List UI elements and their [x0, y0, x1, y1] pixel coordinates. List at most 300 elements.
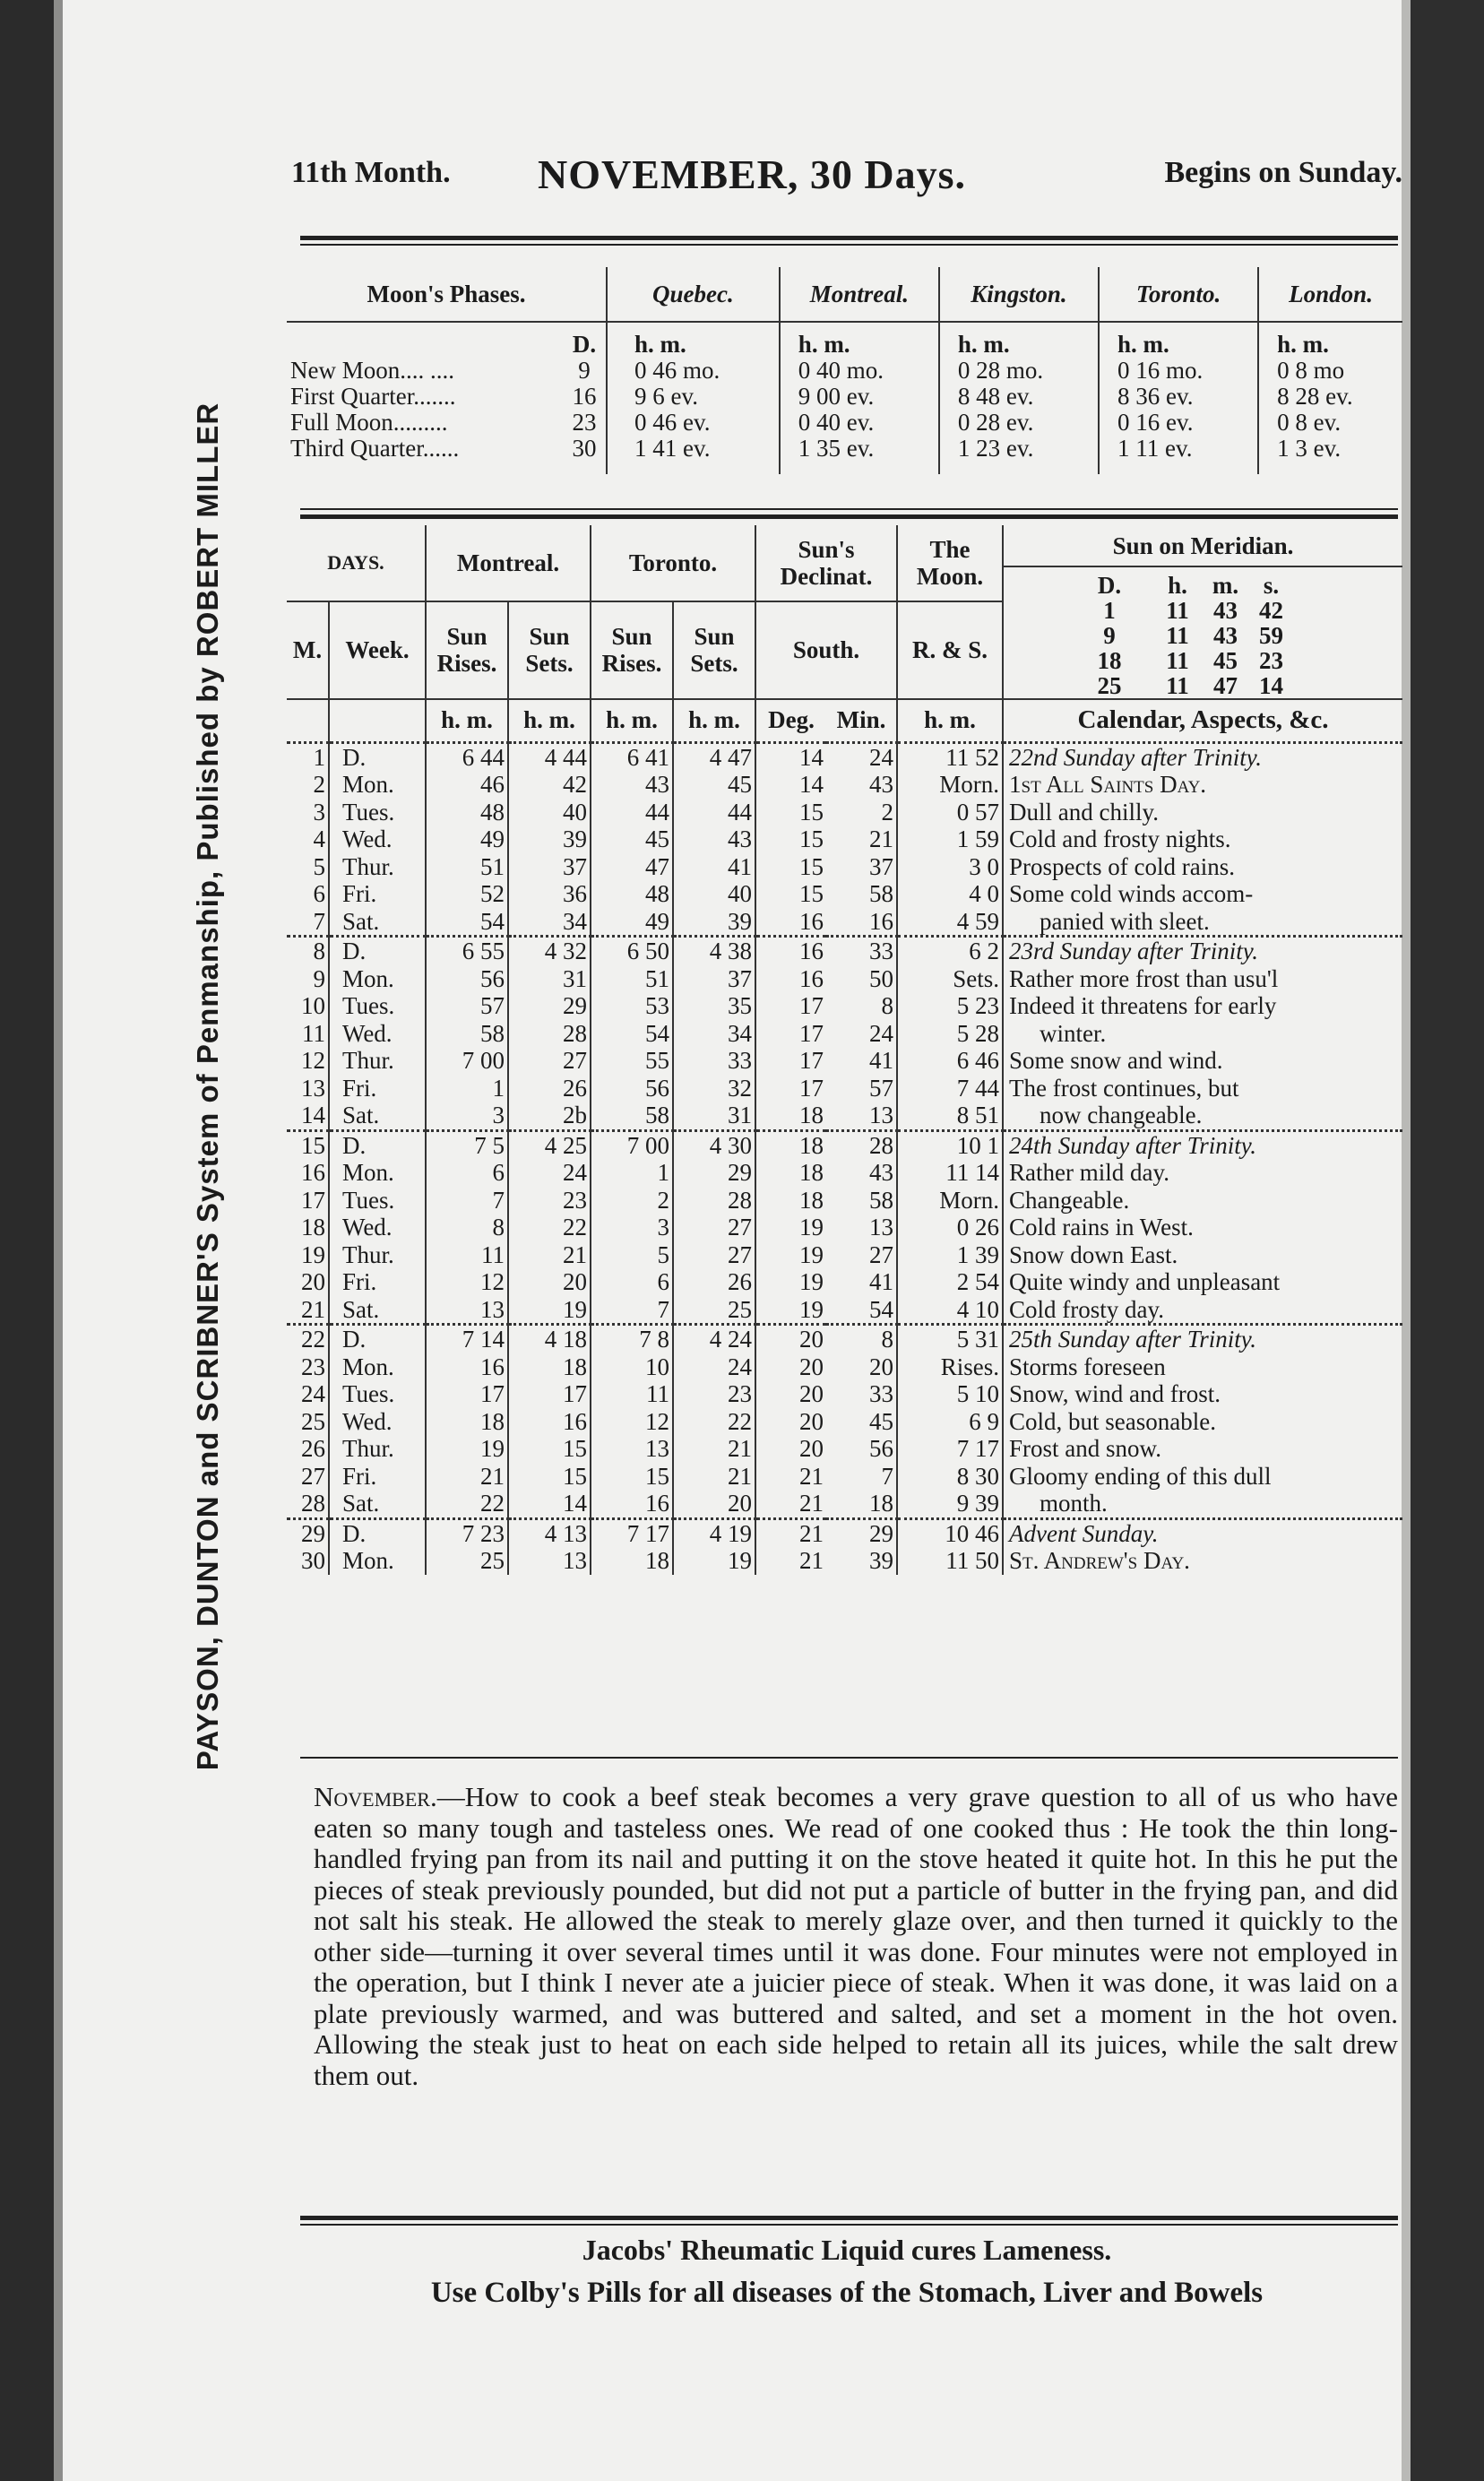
day-note: 23rd Sunday after Trinity. — [1003, 937, 1402, 965]
day-ms: 22 — [508, 1214, 591, 1241]
day-m: 19 — [301, 1240, 325, 1268]
day-mr: 54 — [426, 908, 508, 937]
day-mr: 12 — [426, 1268, 508, 1296]
phase-time: 1 41 ev. — [607, 436, 780, 474]
day-row — [287, 1408, 1402, 1436]
day-ms: 19 — [508, 1296, 591, 1325]
day-tr: 48 — [591, 880, 673, 908]
day-note: Some cold winds accom- — [1003, 880, 1402, 908]
day-ts: 39 — [673, 908, 755, 937]
meridian-head: s. — [1263, 571, 1280, 599]
day-m: 20 — [301, 1268, 325, 1295]
unit-deg: Deg. — [755, 699, 826, 743]
unit-d: D. — [572, 331, 597, 358]
phase-time: 9 6 ev. — [607, 384, 780, 410]
day-tr: 56 — [591, 1075, 673, 1102]
day-note: winter. — [1003, 1020, 1402, 1048]
day-ms: 28 — [508, 1020, 591, 1048]
day-mo: 11 14 — [897, 1159, 1003, 1187]
day-dg: 15 — [755, 826, 826, 853]
day-ts: 28 — [673, 1187, 755, 1215]
day-m: 23 — [301, 1353, 325, 1380]
day-mo: 7 44 — [897, 1075, 1003, 1102]
day-mn: 39 — [869, 1547, 893, 1574]
day-tr: 44 — [591, 799, 673, 826]
day-ms: 34 — [508, 908, 591, 937]
day-mo: 4 59 — [897, 908, 1003, 937]
day-ts: 4 47 — [673, 742, 755, 771]
day-w: Fri. — [329, 880, 426, 908]
day-tr: 11 — [591, 1380, 673, 1408]
day-mn: 54 — [869, 1295, 893, 1323]
unit-hm: h. m. — [426, 699, 508, 743]
day-note: The frost continues, but — [1003, 1075, 1402, 1102]
day-dg: 17 — [755, 1047, 826, 1075]
day-ms: 15 — [508, 1463, 591, 1491]
day-dg: 17 — [755, 992, 826, 1020]
november-paragraph — [314, 1782, 1398, 2091]
ad-colby: Use Colby's Pills for all diseases of the Stomach, Liver and Bowels — [430, 2277, 1264, 2309]
day-dg: 21 — [755, 1518, 826, 1547]
day-ms: 31 — [508, 965, 591, 993]
day-w: Tues. — [329, 799, 426, 826]
day-ms: 21 — [508, 1241, 591, 1269]
day-row — [287, 1518, 1402, 1547]
day-row — [287, 1102, 1402, 1130]
day-tr: 54 — [591, 1020, 673, 1048]
day-note: Gloomy ending of this dull — [1003, 1463, 1402, 1491]
day-m: 7 — [313, 907, 325, 935]
day-tr: 18 — [591, 1547, 673, 1575]
day-mo: Morn. — [897, 771, 1003, 799]
day-ts: 23 — [673, 1380, 755, 1408]
day-dg: 20 — [755, 1353, 826, 1381]
phase-time: 1 3 ev. — [1258, 436, 1402, 474]
day-m: 22 — [287, 1325, 329, 1353]
day-mo: 5 28 — [897, 1020, 1003, 1048]
day-mr: 52 — [426, 880, 508, 908]
phase-day: 9 — [578, 357, 591, 384]
day-mr: 58 — [426, 1020, 508, 1048]
day-m: 30 — [301, 1547, 325, 1574]
day-ms: 2b — [508, 1102, 591, 1130]
day-tr: 45 — [591, 826, 673, 853]
day-note: Cold, but seasonable. — [1003, 1408, 1402, 1436]
day-mo: 5 10 — [897, 1380, 1003, 1408]
paragraph-body: —How to cook a beef steak becomes a very grave question to all of us who have eaten so many tough and tasteless ones. We read of one cooked thus : He took the thin long-handled frying pan from its nail and putting it on the stove heated it quite hot. In this he put the pieces of steak previously pounded, but did not put a particle of butter in the frying pan, and did not salt his steak. He allowed the steak to merely glaze over, and then turned it quickly to the other side—turning it over several times until it was done. Four minutes were not employed in the operation, but I think I never ate a juicier piece of steak. When it was done, it was laid on a plate previously warmed, and was buttered and salted, and set a moment in the hot oven. Allowing the steak just to heat on each side helped to retain all its juices, while the salt drew them out. — [314, 1781, 1398, 2091]
day-dg: 18 — [755, 1187, 826, 1215]
day-ts: 4 19 — [673, 1518, 755, 1547]
day-mn: 13 — [869, 1102, 893, 1128]
meridian-head: h. — [1168, 571, 1187, 599]
moon-header-row — [287, 267, 1402, 322]
day-row — [287, 1490, 1402, 1518]
day-tr: 55 — [591, 1047, 673, 1075]
meridian-cell: 42 — [1259, 596, 1283, 624]
toronto-heading: Toronto. — [1099, 267, 1258, 322]
day-mr: 17 — [426, 1380, 508, 1408]
day-mn: 37 — [869, 852, 893, 880]
day-mn: 24 — [869, 1019, 893, 1047]
toronto-col-heading: Toronto. — [591, 525, 755, 601]
phase-time: 9 00 ev. — [780, 384, 939, 410]
day-mr: 1 — [426, 1075, 508, 1102]
day-ts: 4 38 — [673, 937, 755, 965]
day-w: Sat. — [329, 1102, 426, 1130]
day-row — [287, 1020, 1402, 1048]
day-tr: 7 8 — [591, 1325, 673, 1353]
day-m: 29 — [287, 1518, 329, 1547]
days-heading: DAYS. — [287, 525, 426, 601]
day-note: Frost and snow. — [1003, 1435, 1402, 1463]
phase-name: New Moon.... .... — [290, 357, 454, 384]
meridian-cell: 47 — [1213, 671, 1238, 699]
day-w: Thur. — [329, 853, 426, 881]
day-tr: 1 — [591, 1159, 673, 1187]
day-ts: 26 — [673, 1268, 755, 1296]
day-mr: 16 — [426, 1353, 508, 1381]
phase-time: 0 46 mo. — [607, 358, 780, 384]
day-mr: 13 — [426, 1296, 508, 1325]
day-w: Mon. — [329, 771, 426, 799]
day-note: Quite windy and unpleasant — [1003, 1268, 1402, 1296]
day-mo: 5 31 — [897, 1325, 1003, 1353]
day-dg: 17 — [755, 1020, 826, 1048]
day-row — [287, 1075, 1402, 1102]
day-ms: 4 18 — [508, 1325, 591, 1353]
day-tr: 6 41 — [591, 742, 673, 771]
day-mo: Sets. — [897, 965, 1003, 993]
day-ms: 40 — [508, 799, 591, 826]
day-row — [287, 880, 1402, 908]
day-tr: 2 — [591, 1187, 673, 1215]
day-mn: 7 — [881, 1462, 893, 1490]
day-tr: 51 — [591, 965, 673, 993]
day-ms: 17 — [508, 1380, 591, 1408]
day-note: month. — [1003, 1490, 1402, 1518]
day-row — [287, 826, 1402, 853]
meridian-cell: 59 — [1259, 621, 1283, 649]
day-mn: 41 — [869, 1047, 893, 1074]
day-mr: 56 — [426, 965, 508, 993]
day-dg: 20 — [755, 1380, 826, 1408]
day-mr: 49 — [426, 826, 508, 853]
phase-time: 0 40 ev. — [780, 410, 939, 436]
header-rule-thin — [300, 244, 1398, 246]
moon-col-heading: The Moon. — [897, 525, 1003, 601]
day-tr: 53 — [591, 992, 673, 1020]
day-w: Tues. — [329, 992, 426, 1020]
scan-border-left — [0, 0, 54, 2481]
day-dg: 21 — [755, 1463, 826, 1491]
day-m: 5 — [313, 852, 325, 880]
moon-row — [287, 358, 1402, 384]
day-w: Tues. — [329, 1187, 426, 1215]
day-ms: 26 — [508, 1075, 591, 1102]
page-header — [291, 151, 1402, 204]
day-dg: 21 — [755, 1490, 826, 1518]
meridian-cell: 1 — [1103, 596, 1116, 624]
meridian-cell: 23 — [1259, 646, 1283, 674]
day-m: 17 — [301, 1186, 325, 1214]
day-ts: 31 — [673, 1102, 755, 1130]
day-row — [287, 1187, 1402, 1215]
day-tr: 12 — [591, 1408, 673, 1436]
day-tr: 5 — [591, 1241, 673, 1269]
day-tr: 6 50 — [591, 937, 673, 965]
phase-day: 16 — [572, 383, 597, 410]
day-row — [287, 992, 1402, 1020]
phase-day: 23 — [572, 409, 597, 436]
day-m: 10 — [301, 992, 325, 1019]
phase-name: Third Quarter...... — [290, 435, 460, 462]
day-mr: 48 — [426, 799, 508, 826]
day-w: D. — [329, 742, 426, 771]
side-imprint: PAYSON, DUNTON and SCRIBNER'S System of Penmanship, Published by ROBERT MILLER — [191, 402, 224, 1771]
day-mn: 16 — [869, 907, 893, 935]
montreal-sets-heading: Sun Sets. — [508, 601, 591, 698]
day-mo: 8 30 — [897, 1463, 1003, 1491]
day-mo: 1 59 — [897, 826, 1003, 853]
day-note: Cold rains in West. — [1003, 1214, 1402, 1241]
montreal-heading: Montreal. — [780, 267, 939, 322]
day-dg: 15 — [755, 880, 826, 908]
cal-units-row — [287, 699, 1402, 743]
day-mr: 21 — [426, 1463, 508, 1491]
phase-day: 30 — [572, 435, 597, 462]
day-mn: 21 — [869, 826, 893, 852]
day-dg: 15 — [755, 853, 826, 881]
day-tr: 7 00 — [591, 1130, 673, 1159]
day-mn: 28 — [826, 1130, 897, 1159]
meridian-cell: 43 — [1213, 596, 1238, 624]
scan-gutter-left — [54, 0, 63, 2481]
day-row — [287, 1296, 1402, 1325]
day-dg: 20 — [755, 1408, 826, 1436]
phase-time: 0 40 mo. — [780, 358, 939, 384]
day-m: 25 — [301, 1407, 325, 1435]
day-w: Fri. — [329, 1268, 426, 1296]
day-mo: 10 1 — [897, 1130, 1003, 1159]
day-row — [287, 1435, 1402, 1463]
day-row — [287, 1047, 1402, 1075]
day-row — [287, 1241, 1402, 1269]
day-m: 21 — [301, 1295, 325, 1323]
unit-min: Min. — [836, 706, 886, 734]
day-w: Fri. — [329, 1075, 426, 1102]
day-mn: 29 — [826, 1518, 897, 1547]
day-mo: 4 10 — [897, 1296, 1003, 1325]
day-dg: 18 — [755, 1159, 826, 1187]
day-tr: 47 — [591, 853, 673, 881]
unit-hm: h. m. — [1258, 322, 1402, 358]
day-w: Sat. — [329, 1296, 426, 1325]
day-ts: 43 — [673, 826, 755, 853]
phase-time: 0 46 ev. — [607, 410, 780, 436]
day-mn: 33 — [869, 1380, 893, 1407]
day-m: 4 — [313, 826, 325, 852]
day-mn: 50 — [869, 964, 893, 992]
day-ts: 45 — [673, 771, 755, 799]
day-ms: 37 — [508, 853, 591, 881]
phase-time: 1 23 ev. — [939, 436, 1099, 474]
day-m: 1 — [287, 742, 329, 771]
day-mr: 7 00 — [426, 1047, 508, 1075]
day-mo: 10 46 — [897, 1518, 1003, 1547]
day-tr: 43 — [591, 771, 673, 799]
day-tr: 49 — [591, 908, 673, 937]
day-mr: 7 5 — [426, 1130, 508, 1159]
day-m: 8 — [287, 937, 329, 965]
day-ts: 37 — [673, 965, 755, 993]
day-ts: 27 — [673, 1214, 755, 1241]
phase-time: 0 8 mo — [1258, 358, 1402, 384]
montreal-col-heading: Montreal. — [426, 525, 591, 601]
day-row — [287, 1214, 1402, 1241]
day-ts: 20 — [673, 1490, 755, 1518]
meridian-head: D. — [1097, 571, 1122, 599]
day-dg: 15 — [755, 799, 826, 826]
meridian-cell: 14 — [1259, 671, 1283, 699]
day-dg: 18 — [755, 1102, 826, 1130]
day-mr: 18 — [426, 1408, 508, 1436]
meridian-cell: 11 — [1166, 671, 1189, 699]
day-ts: 21 — [673, 1435, 755, 1463]
day-mr: 46 — [426, 771, 508, 799]
day-ts: 41 — [673, 853, 755, 881]
day-ts: 40 — [673, 880, 755, 908]
meridian-cell: 43 — [1213, 621, 1238, 649]
day-mo: 9 39 — [897, 1490, 1003, 1518]
unit-hm: h. m. — [939, 322, 1099, 358]
cal-header-row-1 — [287, 525, 1402, 601]
phase-time: 0 28 ev. — [939, 410, 1099, 436]
day-mo: Rises. — [897, 1353, 1003, 1381]
meridian-cell: 11 — [1166, 621, 1189, 649]
day-mo: 3 0 — [897, 853, 1003, 881]
day-ts: 34 — [673, 1020, 755, 1048]
day-w: Sat. — [329, 1490, 426, 1518]
day-note: 1st All Saints Day. — [1003, 771, 1402, 799]
day-dg: 16 — [755, 908, 826, 937]
day-ms: 18 — [508, 1353, 591, 1381]
day-mr: 57 — [426, 992, 508, 1020]
day-note: now changeable. — [1003, 1102, 1402, 1130]
day-tr: 16 — [591, 1490, 673, 1518]
phase-time: 8 48 ev. — [939, 384, 1099, 410]
day-note: Advent Sunday. — [1003, 1518, 1402, 1547]
day-dg: 20 — [755, 1325, 826, 1353]
day-mr: 6 — [426, 1159, 508, 1187]
kingston-heading: Kingston. — [939, 267, 1099, 322]
calendar-body — [287, 742, 1402, 1575]
day-ts: 44 — [673, 799, 755, 826]
unit-hm: h. m. — [1099, 322, 1258, 358]
day-w: Thur. — [329, 1241, 426, 1269]
day-ms: 14 — [508, 1490, 591, 1518]
day-mn: 58 — [869, 1186, 893, 1214]
day-ts: 27 — [673, 1241, 755, 1269]
day-mr: 8 — [426, 1214, 508, 1241]
day-row — [287, 1380, 1402, 1408]
day-m: 9 — [313, 964, 325, 992]
montreal-rises-heading: Sun Rises. — [426, 601, 508, 698]
day-ts: 33 — [673, 1047, 755, 1075]
day-w: Wed. — [329, 1020, 426, 1048]
day-mn: 57 — [869, 1074, 893, 1102]
day-note: Dull and chilly. — [1003, 799, 1402, 826]
day-mn: 20 — [869, 1353, 893, 1380]
day-mr: 7 14 — [426, 1325, 508, 1353]
meridian-cell: 45 — [1213, 646, 1238, 674]
day-mo: 7 17 — [897, 1435, 1003, 1463]
day-ms: 15 — [508, 1435, 591, 1463]
day-w: D. — [329, 1325, 426, 1353]
toronto-rises-heading: Sun Rises. — [591, 601, 673, 698]
day-row — [287, 1353, 1402, 1381]
declination-heading: Sun's Declinat. — [755, 525, 897, 601]
phase-time: 0 28 mo. — [939, 358, 1099, 384]
paragraph-lead: November. — [314, 1781, 437, 1812]
day-mn: 56 — [869, 1435, 893, 1462]
day-ts: 4 30 — [673, 1130, 755, 1159]
day-note: Some snow and wind. — [1003, 1047, 1402, 1075]
quebec-heading: Quebec. — [607, 267, 780, 322]
header-rule-top — [300, 236, 1398, 240]
day-w: D. — [329, 1518, 426, 1547]
day-mr: 6 44 — [426, 742, 508, 771]
day-row — [287, 1325, 1402, 1353]
day-m: 24 — [301, 1380, 325, 1407]
day-mo: 6 2 — [897, 937, 1003, 965]
day-m: 16 — [301, 1159, 325, 1186]
day-mr: 11 — [426, 1241, 508, 1269]
day-row — [287, 799, 1402, 826]
day-row — [287, 1268, 1402, 1296]
day-tr: 10 — [591, 1353, 673, 1381]
day-mr: 6 55 — [426, 937, 508, 965]
day-w: D. — [329, 937, 426, 965]
day-m: 27 — [301, 1462, 325, 1490]
day-mn: 41 — [869, 1268, 893, 1295]
day-mr: 22 — [426, 1490, 508, 1518]
day-mo: 5 23 — [897, 992, 1003, 1020]
day-ms: 13 — [508, 1547, 591, 1575]
meridian-block — [1003, 525, 1402, 699]
day-ms: 4 13 — [508, 1518, 591, 1547]
day-m: 13 — [301, 1074, 325, 1102]
month-number: 11th Month. — [291, 156, 451, 189]
day-mn: 43 — [869, 771, 893, 798]
phase-name: First Quarter....... — [290, 383, 456, 410]
unit-hm: h. m. — [591, 699, 673, 743]
moon-phases-table — [287, 267, 1402, 474]
day-dg: 18 — [755, 1130, 826, 1159]
meridian-table — [1066, 573, 1294, 698]
day-mo: 8 51 — [897, 1102, 1003, 1130]
phase-time: 8 36 ev. — [1099, 384, 1258, 410]
day-dg: 14 — [755, 742, 826, 771]
meridian-heading: Sun on Meridian. — [1004, 525, 1402, 567]
day-w: Mon. — [329, 1353, 426, 1381]
day-dg: 19 — [755, 1268, 826, 1296]
day-note: Cold and frosty nights. — [1003, 826, 1402, 853]
moon-rule-2 — [300, 514, 1398, 519]
day-w: Mon. — [329, 965, 426, 993]
day-ms: 36 — [508, 880, 591, 908]
day-dg: 14 — [755, 771, 826, 799]
day-mn: 2 — [881, 798, 893, 826]
